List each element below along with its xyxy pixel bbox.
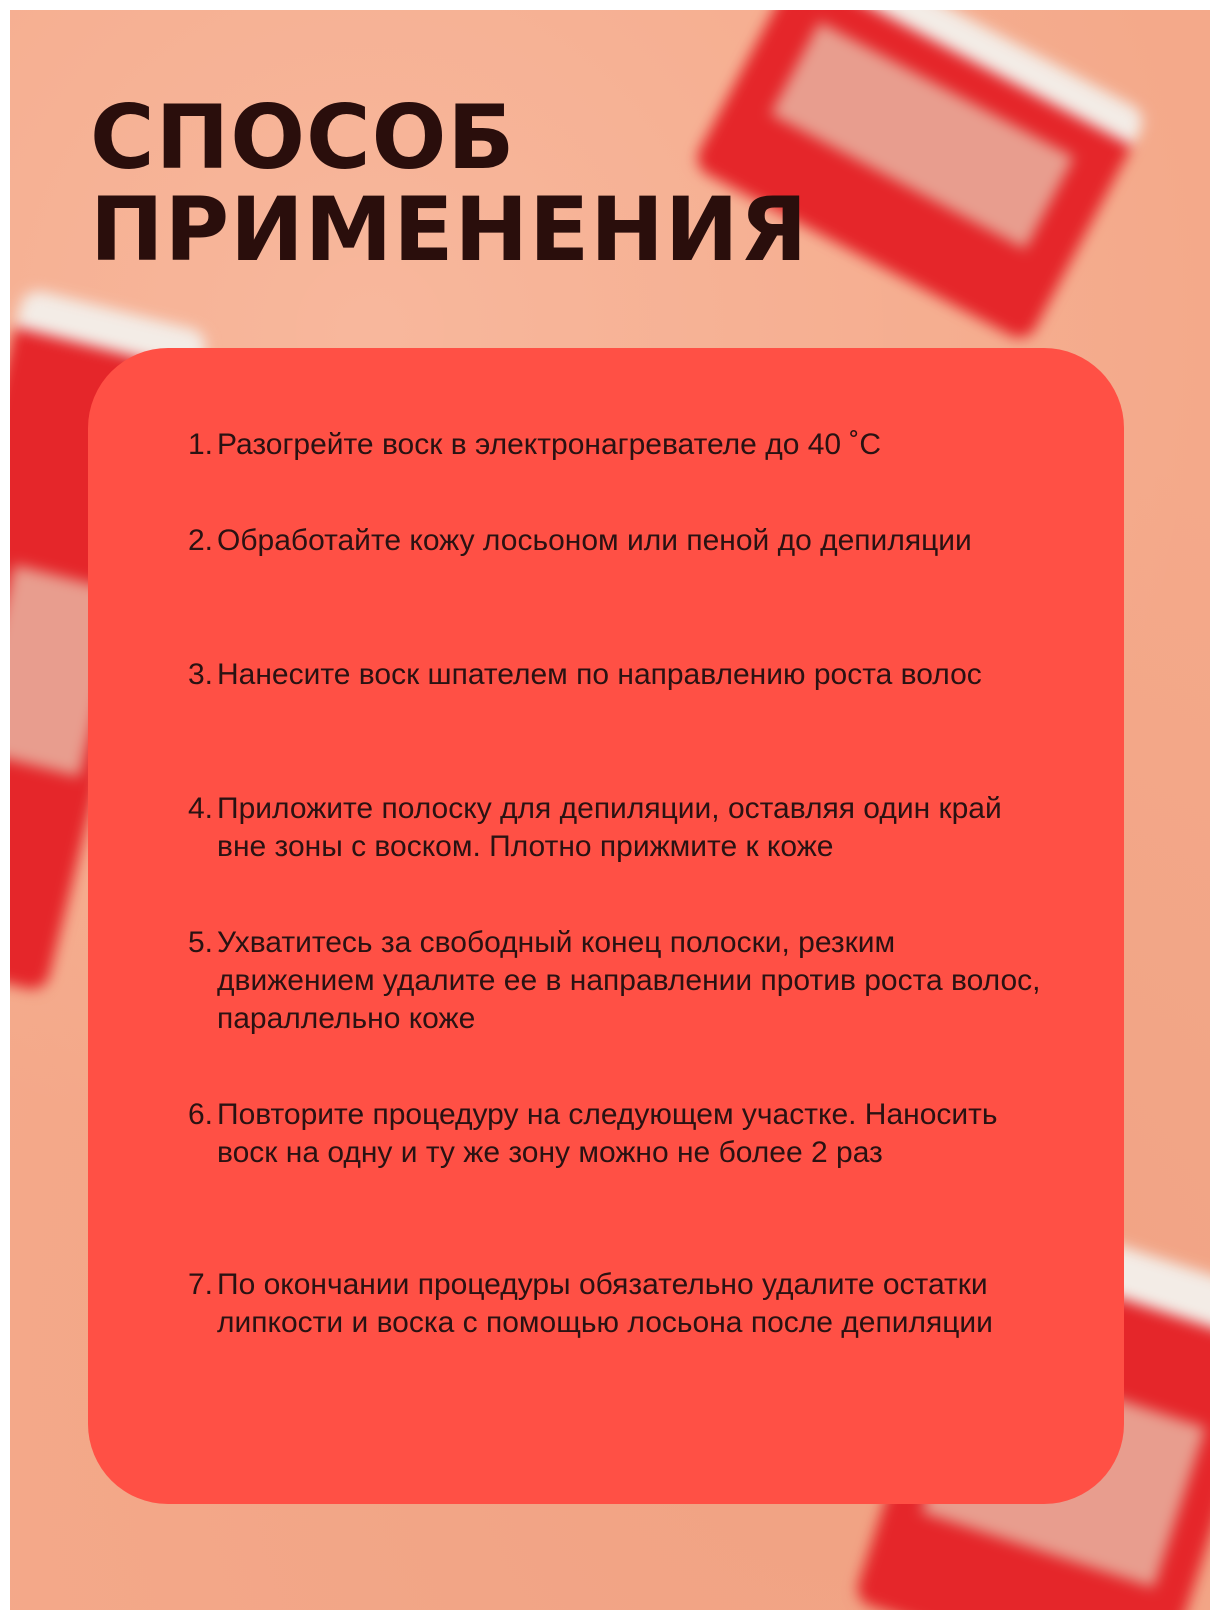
step-number: 3. — [187, 658, 213, 691]
page-title-line-2: ПРИМЕНЕНИЯ — [90, 178, 809, 281]
page-title-line-1: СПОСОБ — [90, 86, 516, 189]
step-number: 4. — [187, 792, 213, 825]
page-title — [90, 86, 809, 281]
step-text: Нанесите воск шпателем по направлению роста волос — [217, 658, 982, 691]
steps-panel — [88, 348, 1124, 1504]
step-number: 1. — [187, 428, 213, 461]
step-text: Повторите процедуру на следующем участке. Наносить воск на одну и ту же зону можно не более 2 раз — [217, 1098, 998, 1169]
step-text: Обработайте кожу лосьоном или пеной до депиляции — [217, 524, 972, 557]
step-number: 2. — [187, 524, 213, 557]
step-number: 7. — [187, 1268, 213, 1301]
instruction-card — [10, 10, 1210, 1610]
step-text: Разогрейте воск в электронагревателе до 40 ˚С — [217, 428, 882, 461]
step-text: Приложите полоску для депиляции, оставляя один край вне зоны с воском. Плотно прижмите к коже — [217, 792, 1002, 863]
step-number: 6. — [187, 1098, 213, 1131]
step-number: 5. — [187, 926, 213, 959]
step-text: Ухватитесь за свободный конец полоски, резким движением удалите ее в направлении против роста волос, параллельно коже — [217, 926, 1041, 1035]
step-text: По окончании процедуры обязательно удалите остатки липкости и воска с помощью лосьона после депиляции — [217, 1268, 993, 1339]
